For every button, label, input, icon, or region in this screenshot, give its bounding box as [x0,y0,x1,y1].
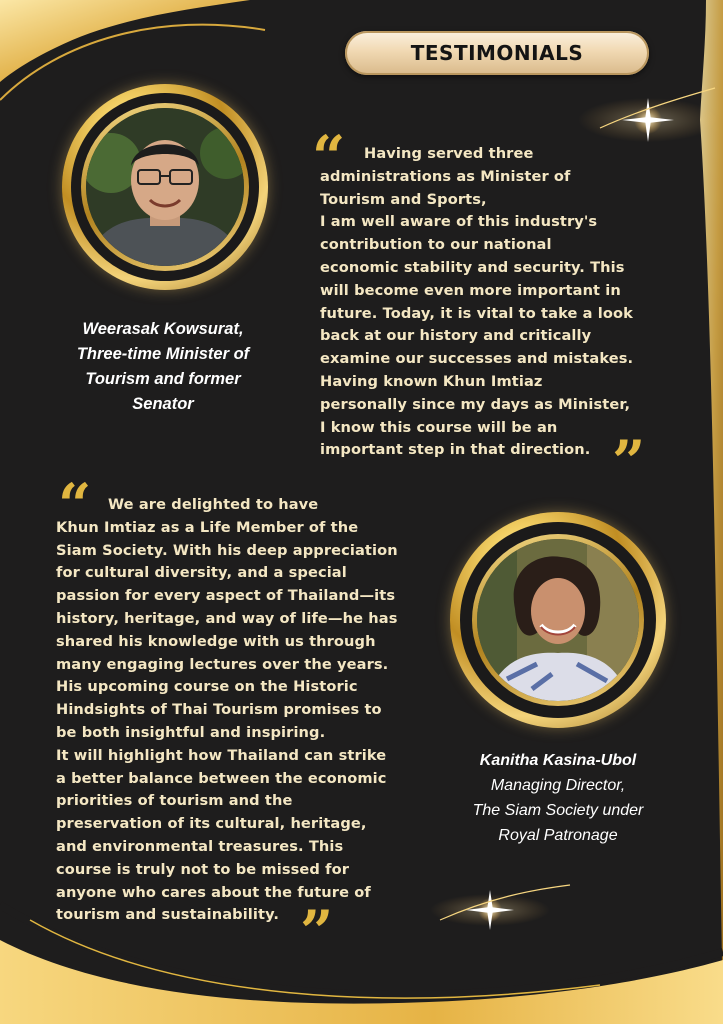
quote-line: Khun Imtiaz as a Life Member of the [56,518,359,536]
quote-line: anyone who cares about the future of [56,883,371,901]
quote-line: I know this course will be an [320,418,558,436]
quote-line: will become even more important in [320,281,621,299]
quote-line: a better balance between the economic [56,769,387,787]
portrait-frame-weerasak [62,84,268,290]
attribution-line: Senator [132,395,194,413]
quote-line: shared his knowledge with us through [56,632,376,650]
quote-line: back at our history and critically [320,327,592,345]
quote-line: I am well aware of this industry's [320,213,598,231]
open-quote-icon: “ [312,123,346,191]
quote-line: important step in that direction. [320,441,591,459]
quote-line: Having served three [364,145,534,162]
quote-line: and environmental treasures. This [56,837,344,855]
attribution-line: Weerasak Kowsurat, [82,320,244,338]
attribution-kanitha [440,748,676,848]
quote-line: preservation of its cultural, heritage, [56,815,367,833]
quote-line: for cultural diversity, and a special [56,564,347,582]
title-banner [345,31,649,75]
attribution-line: Three-time Minister of [76,345,250,363]
quote-line: tourism and sustainability. [56,906,280,924]
quote-line: We are delighted to have [108,496,319,513]
quote-line: passion for every aspect of Thailand—its [56,587,396,605]
close-quote-icon: ” [612,428,646,496]
quote-line: many engaging lectures over the years. [56,655,389,673]
quote-line: Hindsights of Thai Tourism promises to [56,701,382,719]
open-quote-icon: “ [58,471,92,539]
attribution-line: The Siam Society under [472,802,644,819]
quote-line: administrations as Minister of [320,167,571,185]
portrait-frame-kanitha [450,512,666,728]
quote-line: Siam Society. With his deep appreciation [56,541,398,559]
quote-line: His upcoming course on the Historic [56,678,358,696]
attribution-line: Managing Director, [490,777,626,794]
right-gold-strip [700,0,723,1024]
sparkle-bottom [430,885,570,930]
attribution-line: Royal Patronage [498,827,618,844]
attribution-weerasak [52,317,274,417]
attribution-line: Tourism and former [85,370,241,388]
quote-line: priorities of tourism and the [56,792,293,810]
quote-line: course is truly not to be missed for [56,860,350,878]
quote-line: personally since my days as Minister, [320,395,631,413]
sparkle-top-right [578,88,718,142]
page-title: TESTIMONIALS [410,41,584,65]
quote-line: contribution to our national [320,236,552,254]
testimonial-quote-2 [56,494,398,927]
quote-line: history, heritage, and way of life—he has [56,609,398,627]
attribution-name: Kanitha Kasina-Ubol [479,752,637,769]
testimonial-quote-1 [320,143,633,462]
quote-line: economic stability and security. This [320,258,625,276]
quote-line: Tourism and Sports, [320,190,487,208]
quote-line: It will highlight how Thailand can strike [56,746,387,764]
quote-line: be both insightful and inspiring. [56,723,326,741]
portrait-photo-kanitha [477,539,639,701]
quote-line: future. Today, it is vital to take a look [320,304,633,322]
quote-line: Having known Khun Imtiaz [320,372,543,390]
close-quote-icon: ” [300,898,334,966]
quote-line: examine our successes and mistakes. [320,350,634,368]
portrait-photo-weerasak [86,108,244,266]
